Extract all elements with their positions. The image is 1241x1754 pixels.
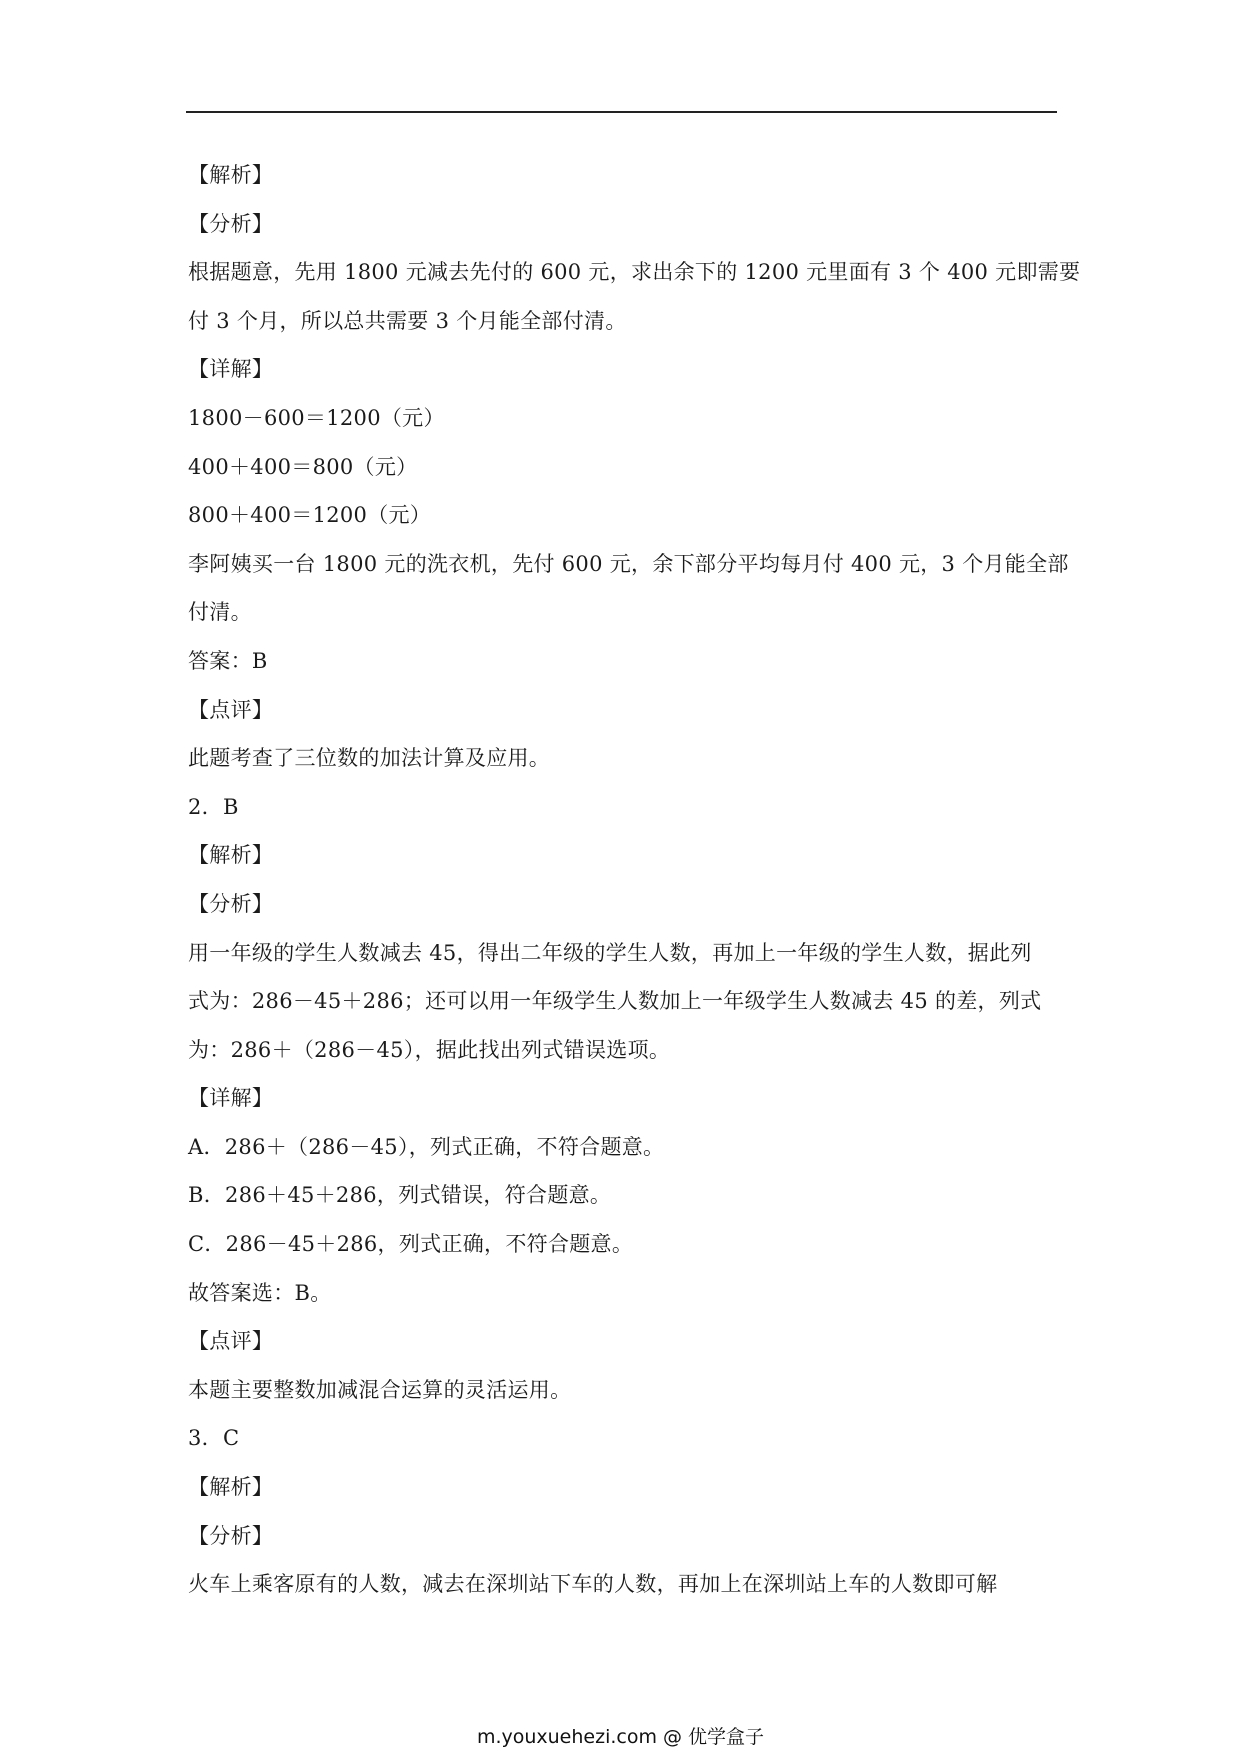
- answer-line: 答案：B: [188, 648, 268, 673]
- text-line: 付 3 个月，所以总共需要 3 个月能全部付清。: [188, 308, 627, 333]
- section-label-comment: 【点评】: [188, 1329, 274, 1354]
- text-line: 此题考查了三位数的加法计算及应用。: [188, 746, 551, 771]
- option-line: C．286－45＋286，列式正确，不符合题意。: [188, 1232, 634, 1257]
- text-line: 为：286＋（286－45），据此找出列式错误选项。: [188, 1037, 671, 1062]
- footer-watermark: m.youxuehezi.com @ 优学盒子: [476, 1726, 765, 1748]
- text-line: 本题主要整数加减混合运算的灵活运用。: [188, 1377, 572, 1402]
- section-label-analysis: 【解析】: [188, 1475, 274, 1500]
- text-line: 用一年级的学生人数减去 45，得出二年级的学生人数，再加上一年级的学生人数，据此列: [188, 940, 1032, 965]
- section-label-detail: 【详解】: [188, 1086, 274, 1111]
- section-label-comment: 【点评】: [188, 697, 274, 722]
- option-line: A．286＋（286－45），列式正确，不符合题意。: [188, 1134, 665, 1159]
- section-label-analysis: 【解析】: [188, 163, 274, 187]
- page-body: [188, 151, 1081, 1609]
- option-line: B．286＋45＋286，列式错误，符合题意。: [188, 1183, 612, 1208]
- text-line: 付清。: [188, 600, 252, 625]
- section-label-analysis: 【解析】: [188, 843, 274, 868]
- section-label-detail: 【详解】: [188, 357, 274, 382]
- section-label-reasoning: 【分析】: [188, 1523, 274, 1548]
- equation-line: 1800－600＝1200（元）: [188, 405, 445, 430]
- section-label-reasoning: 【分析】: [188, 891, 274, 916]
- equation-line: 400＋400＝800（元）: [188, 454, 418, 479]
- question-number: 3．C: [188, 1426, 240, 1451]
- question-number: 2．B: [188, 794, 239, 819]
- text-line: 式为：286－45＋286；还可以用一年级学生人数加上一年级学生人数减去 45 的差，列式: [188, 989, 1042, 1014]
- answer-line: 故答案选：B。: [188, 1280, 332, 1305]
- text-line: 李阿姨买一台 1800 元的洗衣机，先付 600 元，余下部分平均每月付 400 元，3 个月能全部: [188, 551, 1069, 576]
- equation-line: 800＋400＝1200（元）: [188, 503, 432, 528]
- section-label-reasoning: 【分析】: [188, 211, 274, 236]
- text-line: 火车上乘客原有的人数，减去在深圳站下车的人数，再加上在深圳站上车的人数即可解: [188, 1572, 998, 1597]
- header-rule: [186, 111, 1057, 113]
- text-line: 根据题意，先用 1800 元减去先付的 600 元，求出余下的 1200 元里面有 3 个 400 元即需要: [188, 260, 1081, 285]
